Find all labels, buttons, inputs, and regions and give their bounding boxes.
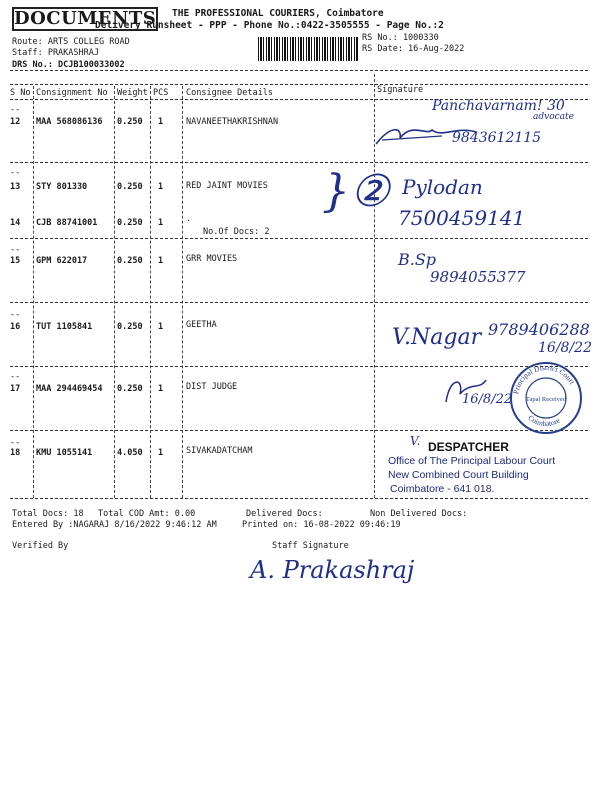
seal-top-text: Principal District Court [511,362,577,395]
row-weight: 4.050 [117,448,143,458]
documents-stamp: DOCUMENTS [14,8,157,29]
verified-by: Verified By [12,541,69,551]
court-seal [508,360,584,436]
handwritten-phone: 9894055377 [430,268,526,286]
row-consignment: TUT 1105841 [36,322,93,332]
column-divider [33,86,34,498]
row-consignment: MAA 568086136 [36,117,103,127]
barcode [258,37,358,61]
row-sno: 16 [10,322,21,332]
divider [10,498,588,499]
doc-count: No.Of Docs: 2 [203,227,270,237]
row-sno: 14 [10,218,21,228]
handwritten-name: V.Nagar [392,325,482,350]
staff-signature: A. Prakashraj [250,556,415,584]
row-consignee: SIVAKADATCHAM [186,446,253,456]
row-weight: 0.250 [117,182,143,192]
row-weight: 0.250 [117,384,143,394]
seal-bottom-text: Coimbatore [526,413,562,429]
handwritten-name: B.Sp [398,250,437,269]
row-sno: 15 [10,256,21,266]
handwritten-date: 16/8/22 [538,340,592,356]
despatcher-building: New Combined Court Building [388,469,529,481]
column-divider [182,86,183,498]
drs-number: DRS No.: DCJB100033002 [12,60,125,70]
non-delivered-docs: Non Delivered Docs: [370,509,468,519]
row-divider [10,430,588,431]
staff-label: Staff: PRAKASHRAJ [12,48,99,58]
handwritten-phone: 7500459141 [398,206,526,230]
row-pcs: 1 [158,218,164,228]
row-sno: 18 [10,448,21,458]
col-consignee: Consignee Details [186,88,273,98]
row-consignee: DIST JUDGE [186,382,238,392]
row-weight: 0.250 [117,117,143,127]
row-pcs: 1 [158,384,164,394]
row-pcs: 1 [158,256,164,266]
handwritten-phone: 9843612115 [452,130,542,146]
row-marker: -- [10,438,21,448]
row-divider [10,162,588,163]
row-consignee: GEETHA [186,320,217,330]
handwritten-note: advocate [533,112,574,122]
row-consignment: KMU 1055141 [36,448,93,458]
total-cod: Total COD Amt: 0.00 [98,509,196,519]
row-marker: -- [10,372,21,382]
row-consignee: GRR MOVIES [186,254,238,264]
row-pcs: 1 [158,322,164,332]
column-divider [150,86,151,498]
row-pcs: 1 [158,182,164,192]
col-consignment: Consignment No [36,88,108,98]
despatcher-city: Coimbatore - 641 018. [390,483,495,495]
row-sno: 12 [10,117,21,127]
row-divider [10,366,588,367]
column-divider [114,86,115,498]
row-consignment: GPM 622017 [36,256,88,266]
printed-on: Printed on: 16-08-2022 09:46:19 [242,520,401,530]
row-consignee: RED JAINT MOVIES [186,181,268,191]
col-signature: Signature [377,85,424,95]
row-pcs: 1 [158,448,164,458]
row-divider [10,238,588,239]
row-divider [10,302,588,303]
seal-center-text: Tapal Received [525,396,567,403]
handwritten-name: Pylodan [402,175,483,199]
handwritten-name: Panchavarnam! 30 [432,98,565,114]
row-marker: -- [10,245,21,255]
despatcher-title: DESPATCHER [428,440,509,454]
row-weight: 0.250 [117,218,143,228]
row-sno: 13 [10,182,21,192]
despatcher-office: Office of The Principal Labour Court [388,455,556,467]
row-weight: 0.250 [117,322,143,332]
row-pcs: 1 [158,117,164,127]
total-docs: Total Docs: 18 [12,509,84,519]
divider [10,84,588,85]
handwritten-initials: V. [410,434,421,448]
col-weight: Weight [117,88,148,98]
divider [10,70,588,71]
brace-mark: }② [322,166,390,217]
handwritten-phone: 9789406288 [488,320,590,339]
runsheet-subtitle: Delivery Runsheet - PPP - Phone No.:0422-3505555 - Page No.:2 [95,20,444,31]
col-sno: S No [10,88,31,98]
rs-number: RS No.: 1000330 [362,33,439,43]
row-marker: -- [10,310,21,320]
rs-date: RS Date: 16-Aug-2022 [362,44,465,54]
route-label: Route: ARTS COLLEG ROAD [12,37,130,47]
row-consignee: NAVANEETHAKRISHNAN [186,117,279,127]
despatcher-stamp [388,440,588,496]
entered-by: Entered By :NAGARAJ 8/16/2022 9:46:12 AM [12,520,217,530]
row-sno: 17 [10,384,21,394]
row-consignment: MAA 294469454 [36,384,103,394]
row-consignment: CJB 88741001 [36,218,98,228]
row-marker: -- [10,168,21,178]
col-pcs: PCS [153,88,169,98]
company-title: THE PROFESSIONAL COURIERS, Coimbatore [172,8,384,19]
staff-signature-label: Staff Signature [272,541,349,551]
handwritten-date: 16/8/22 [462,392,513,407]
row-consignee: . [186,214,192,224]
row-consignment: STY 801330 [36,182,88,192]
delivered-docs: Delivered Docs: [246,509,323,519]
row-weight: 0.250 [117,256,143,266]
row-marker: -- [10,105,21,115]
